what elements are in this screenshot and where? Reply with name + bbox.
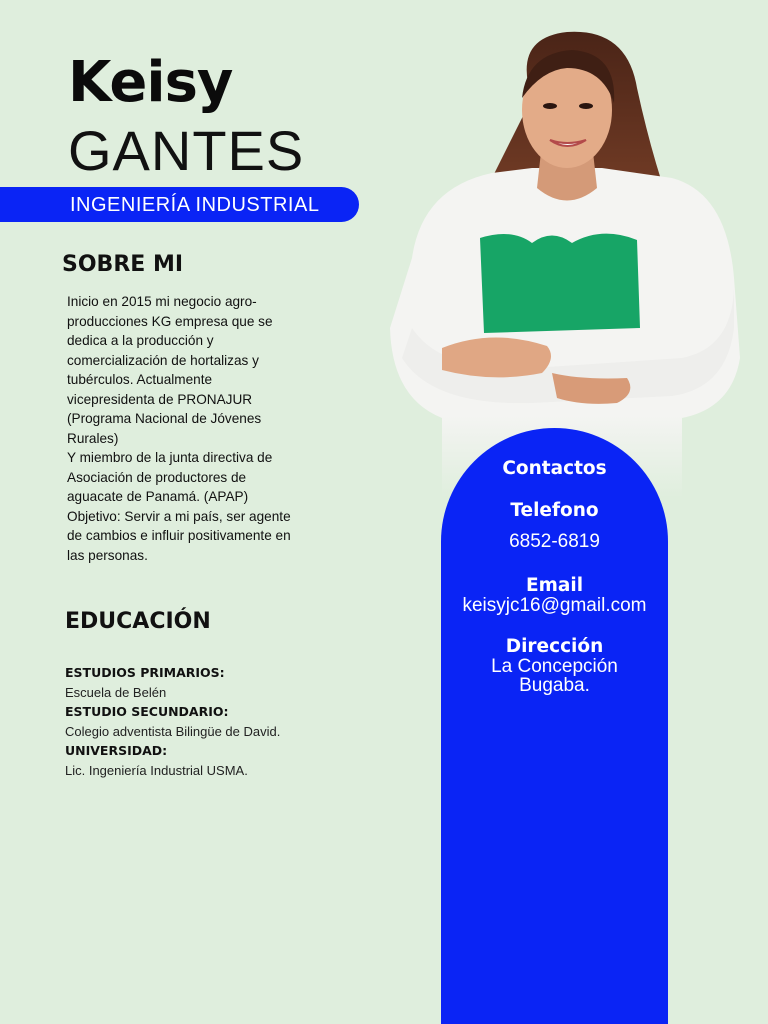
education-label: ESTUDIO SECUNDARIO: [65,704,229,719]
first-name: Keisy [68,50,233,115]
contacts-heading: Contactos [502,458,607,479]
contact-panel [441,428,668,1024]
about-heading: SOBRE MI [62,252,184,277]
education-label: ESTUDIOS PRIMARIOS: [65,665,225,680]
education-value: Colegio adventista Bilingüe de David. [65,723,281,739]
last-name: GANTES [68,119,305,182]
phone-label: Telefono [510,500,599,521]
profession-banner: INGENIERÍA INDUSTRIAL [0,187,359,222]
about-text: Inicio en 2015 mi negocio agro- producciones KG empresa que se dedica a la producción y comercialización de hortalizas y tubérculos. Actualmente vicepresidenta de PRONAJUR (Programa Nacional de Jóvenes Rurales) Y miembro de la junta directiva de Asociación de productores de aguacate de Panamá. (APAP) Objetivo: Servir a mi país, ser agente de cambios e influir positivamente en las personas. [67,294,291,563]
education-value: Escuela de Belén [65,684,167,700]
education-label: UNIVERSIDAD: [65,743,168,758]
education-value: Lic. Ingeniería Industrial USMA. [65,762,248,778]
education-list [65,663,395,780]
email-value: keisyjc16@gmail.com [462,595,647,616]
phone-value: 6852-6819 [509,531,600,552]
education-heading: EDUCACIÓN [65,609,211,634]
address-value: La Concepción Bugaba. [491,656,618,696]
address-label: Dirección [505,636,604,657]
email-label: Email [525,575,584,596]
